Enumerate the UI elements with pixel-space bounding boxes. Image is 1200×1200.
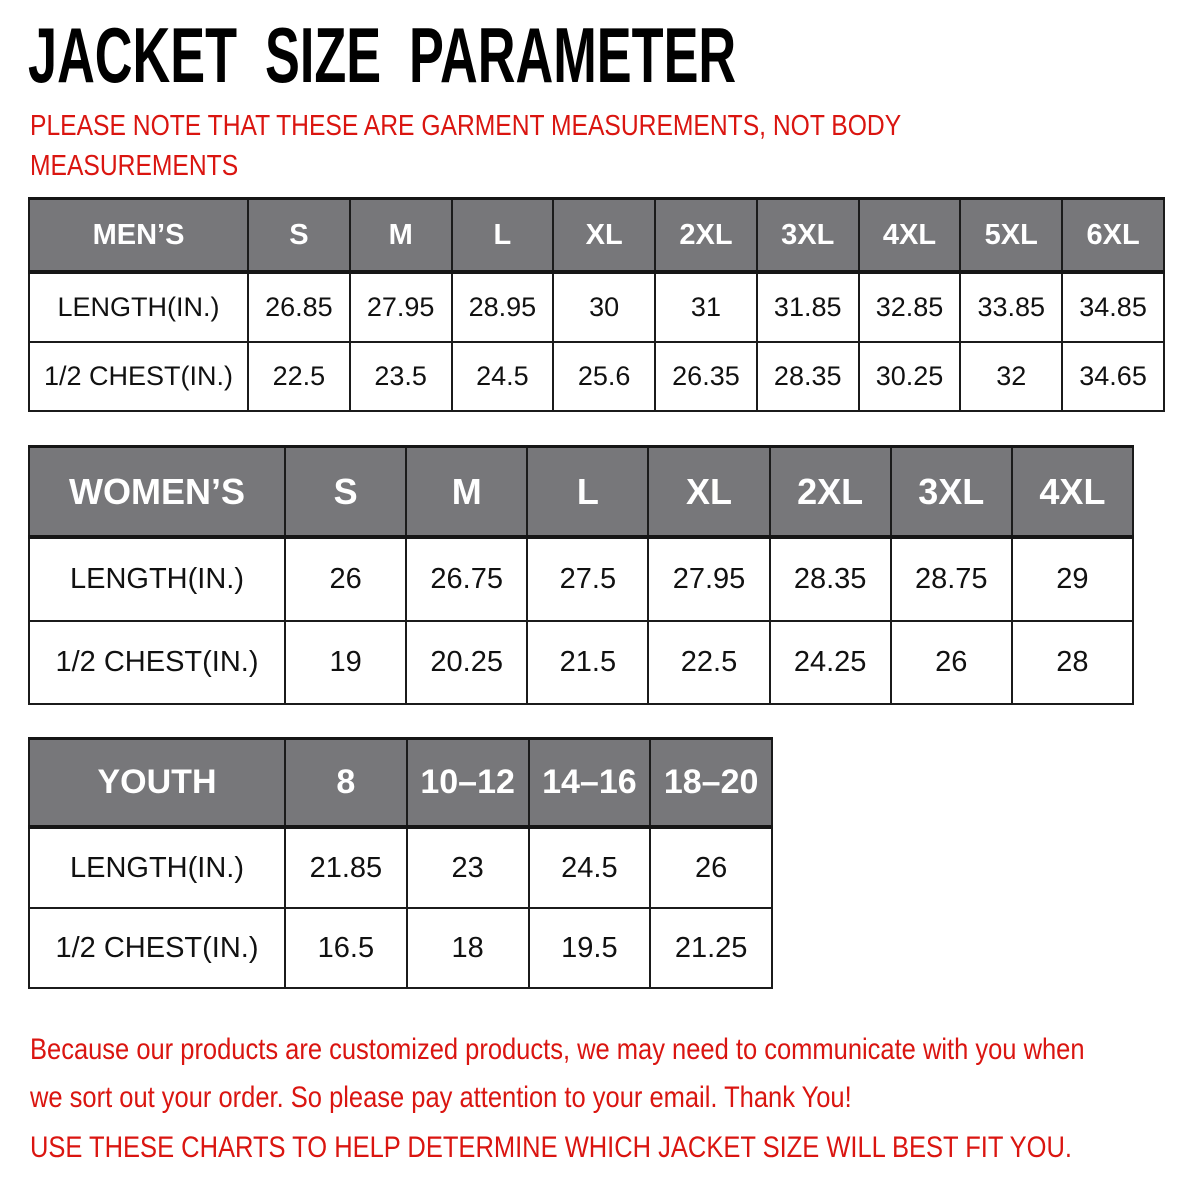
row-label-cell: LENGTH(IN.) [29, 272, 248, 342]
row-label-cell: 1/2 CHEST(IN.) [29, 908, 285, 988]
size-header-cell: L [527, 447, 648, 538]
value-cell: 30.25 [859, 342, 961, 411]
value-cell: 25.6 [553, 342, 655, 411]
garment-measurement-disclaimer: PLEASE NOTE THAT THESE ARE GARMENT MEASUREMENTS, NOT BODY MEASUREMENTS [30, 110, 901, 182]
table-title-cell: MEN’S [29, 199, 248, 273]
value-cell: 16.5 [285, 908, 407, 988]
size-header-cell: 14–16 [529, 739, 651, 828]
size-header-cell: 4XL [1012, 447, 1133, 538]
size-header-cell: 10–12 [407, 739, 529, 828]
size-header-cell: M [406, 447, 527, 538]
size-header-cell: S [285, 447, 406, 538]
size-header-cell: 3XL [891, 447, 1012, 538]
value-cell: 31.85 [757, 272, 859, 342]
value-cell: 30 [553, 272, 655, 342]
value-cell: 24.5 [529, 827, 651, 908]
value-cell: 26.35 [655, 342, 757, 411]
value-cell: 24.25 [770, 621, 891, 704]
page-title: JACKET SIZE PARAMETER [28, 11, 737, 99]
value-cell: 32 [960, 342, 1062, 411]
table-row [29, 342, 1164, 411]
size-header-cell: 2XL [770, 447, 891, 538]
header-row [29, 447, 1133, 538]
table-row [29, 272, 1164, 342]
size-header-cell: 5XL [960, 199, 1062, 273]
table-row [29, 537, 1133, 621]
value-cell: 23.5 [350, 342, 452, 411]
value-cell: 21.5 [527, 621, 648, 704]
size-header-cell: 8 [285, 739, 407, 828]
size-header-cell: XL [648, 447, 769, 538]
value-cell: 27.95 [350, 272, 452, 342]
value-cell: 22.5 [648, 621, 769, 704]
value-cell: 34.65 [1062, 342, 1164, 411]
value-cell: 22.5 [248, 342, 350, 411]
header-row [29, 199, 1164, 273]
table-row [29, 621, 1133, 704]
size-header-cell: S [248, 199, 350, 273]
row-label-cell: LENGTH(IN.) [29, 537, 285, 621]
size-header-cell: 2XL [655, 199, 757, 273]
row-label-cell: LENGTH(IN.) [29, 827, 285, 908]
size-header-cell: M [350, 199, 452, 273]
chart-usage-advice: USE THESE CHARTS TO HELP DETERMINE WHICH JACKET SIZE WILL BEST FIT YOU. [30, 1131, 1072, 1164]
table-row [29, 908, 772, 988]
size-header-cell: L [452, 199, 554, 273]
value-cell: 19 [285, 621, 406, 704]
value-cell: 29 [1012, 537, 1133, 621]
size-header-cell: 3XL [757, 199, 859, 273]
value-cell: 27.5 [527, 537, 648, 621]
value-cell: 24.5 [452, 342, 554, 411]
value-cell: 27.95 [648, 537, 769, 621]
size-header-cell: 4XL [859, 199, 961, 273]
value-cell: 26.75 [406, 537, 527, 621]
value-cell: 34.85 [1062, 272, 1164, 342]
value-cell: 23 [407, 827, 529, 908]
header-row [29, 739, 772, 828]
value-cell: 26 [891, 621, 1012, 704]
youth-size-table [28, 737, 773, 989]
value-cell: 32.85 [859, 272, 961, 342]
value-cell: 26 [285, 537, 406, 621]
value-cell: 28.95 [452, 272, 554, 342]
size-header-cell: XL [553, 199, 655, 273]
row-label-cell: 1/2 CHEST(IN.) [29, 342, 248, 411]
womens-size-table [28, 445, 1134, 705]
row-label-cell: 1/2 CHEST(IN.) [29, 621, 285, 704]
table-title-cell: YOUTH [29, 739, 285, 828]
value-cell: 28 [1012, 621, 1133, 704]
value-cell: 28.75 [891, 537, 1012, 621]
customization-notice: Because our products are customized products, we may need to communicate with you when we sort out your order. So please pay attention to your email. Thank You! [30, 1033, 1085, 1114]
value-cell: 28.35 [757, 342, 859, 411]
value-cell: 19.5 [529, 908, 651, 988]
size-header-cell: 6XL [1062, 199, 1164, 273]
value-cell: 33.85 [960, 272, 1062, 342]
value-cell: 28.35 [770, 537, 891, 621]
value-cell: 21.85 [285, 827, 407, 908]
value-cell: 31 [655, 272, 757, 342]
table-row [29, 827, 772, 908]
value-cell: 18 [407, 908, 529, 988]
table-title-cell: WOMEN’S [29, 447, 285, 538]
size-header-cell: 18–20 [650, 739, 772, 828]
mens-size-table [28, 197, 1165, 412]
value-cell: 21.25 [650, 908, 772, 988]
value-cell: 20.25 [406, 621, 527, 704]
value-cell: 26.85 [248, 272, 350, 342]
value-cell: 26 [650, 827, 772, 908]
